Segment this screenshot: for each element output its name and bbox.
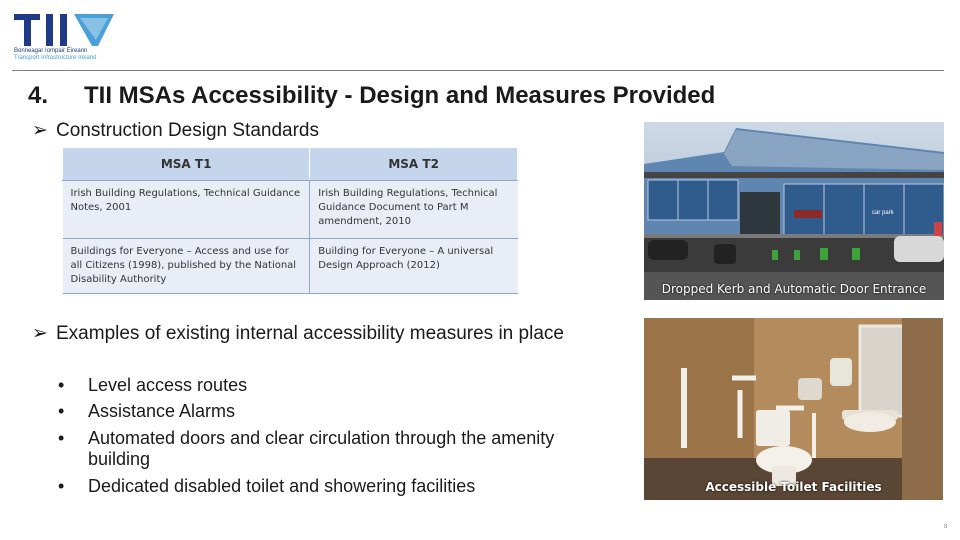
entrance-illustration-icon [644,122,944,300]
logo-line-irish: Bonneagar Iompair Éireann [14,48,88,54]
table-cell: Irish Building Regulations, Technical Guidance Notes, 2001 [63,181,310,239]
section-label: Construction Design Standards [56,120,319,141]
bullet-dot-icon: • [58,476,65,496]
list-item: • Automated doors and clear circulation through the amenity building [58,428,555,469]
header-divider [12,70,944,71]
table-row [63,239,518,294]
list-item: • Level access routes [58,375,248,395]
table-cell: Buildings for Everyone – Access and use for all Citizens (1998), published by the National Disability Authority [63,239,310,294]
entrance-photo [644,122,944,300]
logo-line-english: Transport Infrastructure Ireland [14,55,97,61]
slide-number: 4. [28,82,49,109]
section-construction-standards [32,119,319,142]
list-item: • Dedicated disabled toilet and showering facilities [58,476,476,496]
bullet-dot-icon: • [58,375,65,395]
toilet-photo [644,318,943,500]
table-cell: Building for Everyone – A universal Design Approach (2012) [310,239,518,294]
table-header-t2: MSA T2 [310,148,518,181]
logo-text [14,48,96,62]
arrow-bullet-icon: ➢ [32,323,48,344]
section-accessibility-measures [32,322,632,345]
page-number: 8 [944,524,948,530]
bullet-dot-icon: • [58,401,65,421]
svg-text:car park: car park [872,210,894,216]
slide-title [28,82,715,110]
tii-logo [12,10,122,66]
arrow-bullet-icon: ➢ [32,120,48,141]
bullet-dot-icon: • [58,428,65,448]
section-label: Examples of existing internal accessibility measures in place [56,323,564,344]
entrance-caption: Dropped Kerb and Automatic Door Entrance [661,282,927,296]
standards-table [62,147,518,294]
toilet-illustration-icon [644,318,943,500]
table-cell: Irish Building Regulations, Technical Guidance Document to Part M amendment, 2010 [310,181,518,239]
toilet-caption: Accessible Toilet Facilities [705,480,882,494]
table-row [63,181,518,239]
tii-logo-mark-icon [14,12,118,48]
list-item: • Assistance Alarms [58,401,236,421]
slide-title-text: TII MSAs Accessibility - Design and Measures Provided [84,82,716,109]
table-header-row [63,148,518,181]
table-header-t1: MSA T1 [63,148,310,181]
